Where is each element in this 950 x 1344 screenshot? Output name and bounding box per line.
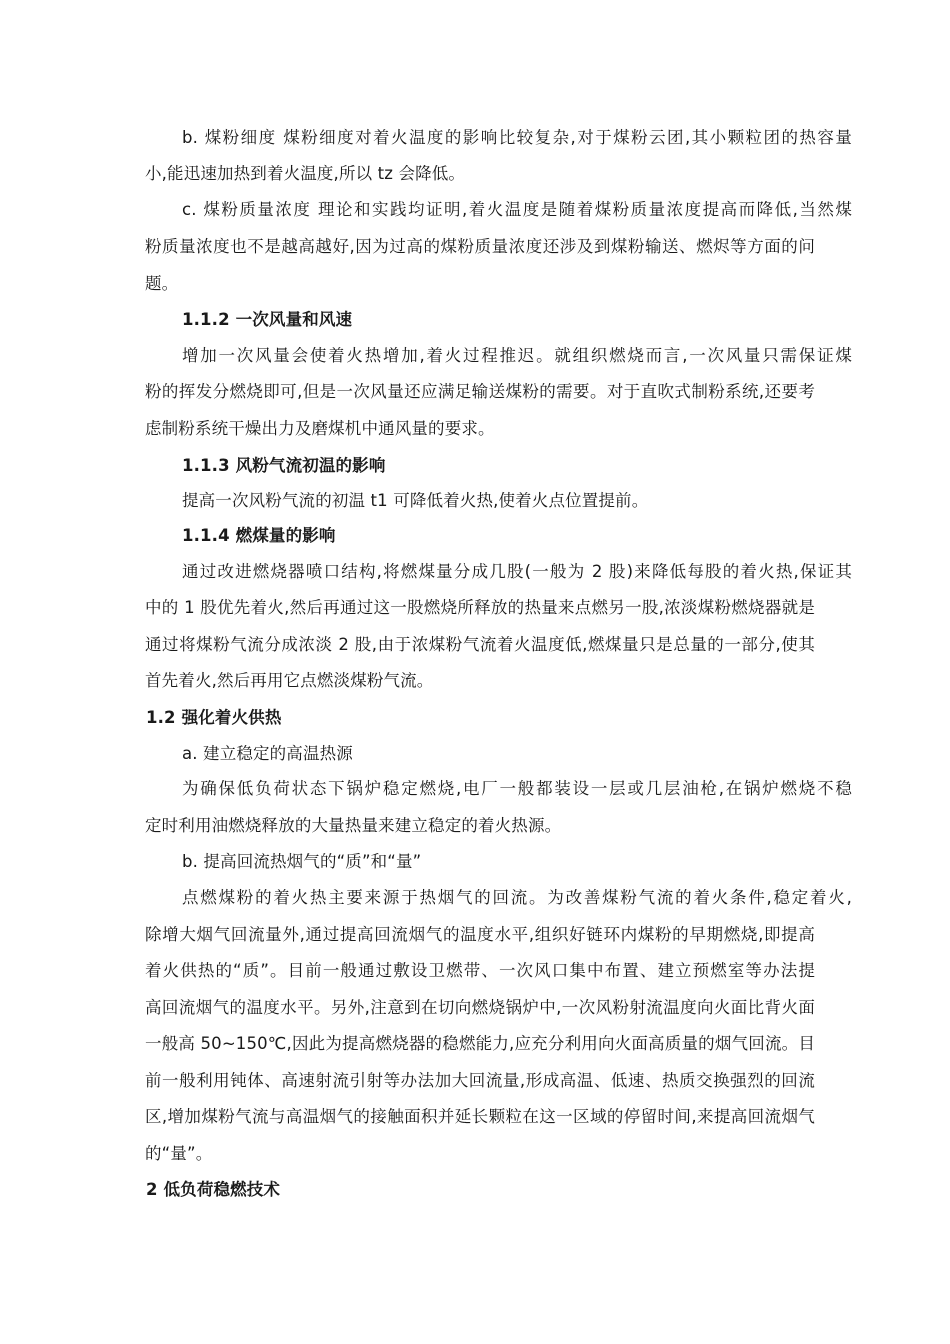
- paragraph-line: 粉质量浓度也不是越高越好,因为过高的煤粉质量浓度还涉及到煤粉输送、燃烬等方面的问: [145, 237, 815, 256]
- paragraph-line: 首先着火,然后再用它点燃淡煤粉气流。: [145, 671, 434, 690]
- paragraph-line: 中的 1 股优先着火,然后再通过这一股燃烧所释放的热量来点燃另一股,浓淡煤粉燃烧器就是: [145, 598, 815, 617]
- paragraph-line: 通过改进燃烧器喷口结构,将燃煤量分成几股(一般为 2 股)来降低每股的着火热,保证其: [182, 562, 852, 581]
- section-heading-2: 2 低负荷稳燃技术: [146, 1180, 281, 1199]
- paragraph-line: 增加一次风量会使着火热增加,着火过程推迟。就组织燃烧而言,一次风量只需保证煤: [182, 346, 852, 365]
- paragraph-line: c. 煤粉质量浓度 理论和实践均证明,着火温度是随着煤粉质量浓度提高而降低,当然煤: [182, 200, 852, 219]
- section-heading-1-1-3: 1.1.3 风粉气流初温的影响: [182, 456, 386, 475]
- paragraph-line: 区,增加煤粉气流与高温烟气的接触面积并延长颗粒在这一区域的停留时间,来提高回流烟气: [145, 1107, 815, 1126]
- section-heading-1-2: 1.2 强化着火供热: [146, 708, 282, 727]
- subheading-b: b. 提高回流热烟气的“质”和“量”: [182, 852, 422, 871]
- paragraph-line: 定时利用油燃烧释放的大量热量来建立稳定的着火热源。: [145, 816, 562, 835]
- paragraph-line: 小,能迅速加热到着火温度,所以 tz 会降低。: [145, 164, 466, 183]
- paragraph-line: 虑制粉系统干燥出力及磨煤机中通风量的要求。: [145, 419, 495, 438]
- paragraph-line: 高回流烟气的温度水平。另外,注意到在切向燃烧锅炉中,一次风粉射流温度向火面比背火面: [145, 998, 815, 1017]
- paragraph-line: 提高一次风粉气流的初温 t1 可降低着火热,使着火点位置提前。: [182, 491, 649, 510]
- paragraph-line: 前一般利用钝体、高速射流引射等办法加大回流量,形成高温、低速、热质交换强烈的回流: [145, 1071, 815, 1090]
- subheading-a: a. 建立稳定的高温热源: [182, 744, 353, 763]
- paragraph-line: 通过将煤粉气流分成浓淡 2 股,由于浓煤粉气流着火温度低,燃煤量只是总量的一部分,使其: [145, 635, 815, 654]
- paragraph-line: 着火供热的“质”。目前一般通过敷设卫燃带、一次风口集中布置、建立预燃室等办法提: [145, 961, 815, 980]
- paragraph-line: 的“量”。: [145, 1144, 213, 1163]
- paragraph-line: b. 煤粉细度 煤粉细度对着火温度的影响比较复杂,对于煤粉云团,其小颗粒团的热容量: [182, 128, 852, 147]
- paragraph-line: 除增大烟气回流量外,通过提高回流烟气的温度水平,组织好链环内煤粉的早期燃烧,即提高: [145, 925, 815, 944]
- paragraph-line: 粉的挥发分燃烧即可,但是一次风量还应满足输送煤粉的需要。对于直吹式制粉系统,还要考: [145, 382, 815, 401]
- paragraph-line: 一般高 50~150℃,因此为提高燃烧器的稳燃能力,应充分利用向火面高质量的烟气回流。目: [145, 1034, 815, 1053]
- section-heading-1-1-4: 1.1.4 燃煤量的影响: [182, 526, 336, 545]
- paragraph-line: 为确保低负荷状态下锅炉稳定燃烧,电厂一般都装设一层或几层油枪,在锅炉燃烧不稳: [182, 779, 852, 798]
- paragraph-line: 题。: [145, 274, 179, 293]
- paragraph-line: 点燃煤粉的着火热主要来源于热烟气的回流。为改善煤粉气流的着火条件,稳定着火,: [182, 888, 852, 907]
- section-heading-1-1-2: 1.1.2 一次风量和风速: [182, 310, 353, 329]
